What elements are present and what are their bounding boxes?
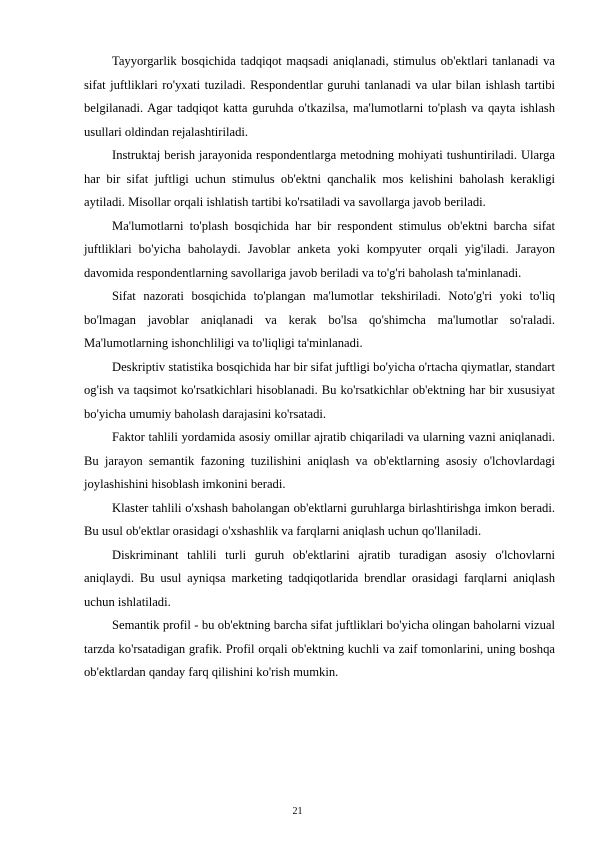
paragraph-quality-control: Sifat nazorati bosqichida to'plangan ma'lumotlar tekshiriladi. Noto'g'ri yoki to'liq bo'lmagan javoblar aniqlanadi va kerak bo'lsa qo'shimcha ma'lumotlar so'raladi. Ma'lumotlarning ishonchliligi va to'liqligi ta'minlanadi.	[84, 289, 555, 350]
paragraph-semantic-profile: Semantik profil - bu ob'ektning barcha sifat juftliklari bo'yicha olingan baholarni vizual tarzda ko'rsatadigan grafik. Profil orqali ob'ektning kuchli va zaif tomonlarini, uning boshqa ob'ektlardan qanday farq qilishini ko'rish mumkin.	[84, 618, 555, 679]
paragraph-discriminant-analysis: Diskriminant tahlili turli guruh ob'ektlarini ajratib turadigan asosiy o'lchovlarni aniqlaydi. Bu usul ayniqsa marketing tadqiqotlarida brendlar orasidagi farqlarni aniqlash uchun ishlatiladi.	[84, 547, 555, 609]
paragraph-cluster-analysis: Klaster tahlili o'xshash baholangan ob'ektlarni guruhlarga birlashtirishga imkon beradi. Bu usul ob'ektlar orasidagi o'xshashlik va farqlarni aniqlash uchun qo'llaniladi.	[84, 500, 555, 538]
page-number: 21	[292, 806, 303, 817]
paragraph-factor-analysis: Faktor tahlili yordamida asosiy omillar ajratib chiqariladi va ularning vazni aniqlanadi. Bu jarayon semantik fazoning tuzilishini aniqlash va ob'ektlarning asosiy o'lchovlardagi joylashishini hisoblash imkonini beradi.	[84, 430, 555, 491]
paragraph-instruction: Instruktaj berish jarayonida respondentlarga metodning mohiyati tushuntiriladi. Ularga har bir sifat juftligi uchun stimulus ob'ektni qanchalik mos kelishini baholash kerakligi aytiladi. Misollar orqali ishlatish tartibi ko'rsatiladi va savollarga javob beriladi.	[84, 148, 555, 209]
paragraph-data-collection: Ma'lumotlarni to'plash bosqichida har bir respondent stimulus ob'ektni barcha sifat juftliklari bo'yicha baholaydi. Javoblar anketa yoki kompyuter orqali yig'iladi. Jarayon davomida respondentlarning savollariga javob beriladi va to'g'ri baholash ta'minlanadi.	[84, 218, 555, 280]
paragraph-descriptive-statistics: Deskriptiv statistika bosqichida har bir sifat juftligi bo'yicha o'rtacha qiymatlar, standart og'ish va taqsimot ko'rsatkichlari hisoblanadi. Bu ko'rsatkichlar ob'ektning har bir xususiyat bo'yicha umumiy baholash darajasini ko'rsatadi.	[84, 359, 555, 421]
paragraph-preparation-stage: Tayyorgarlik bosqichida tadqiqot maqsadi aniqlanadi, stimulus ob'ektlari tanlanadi va sifat juftliklari ro'yxati tuziladi. Respondentlar guruhi tanlanadi va ular bilan ishlash tartibi belgilanadi. Agar tadqiqot katta guruhda o'tkazilsa, ma'lumotlarni to'plash va qayta ishlash usullari oldindan rejalashtiriladi.	[84, 54, 555, 139]
document-body	[84, 50, 555, 685]
